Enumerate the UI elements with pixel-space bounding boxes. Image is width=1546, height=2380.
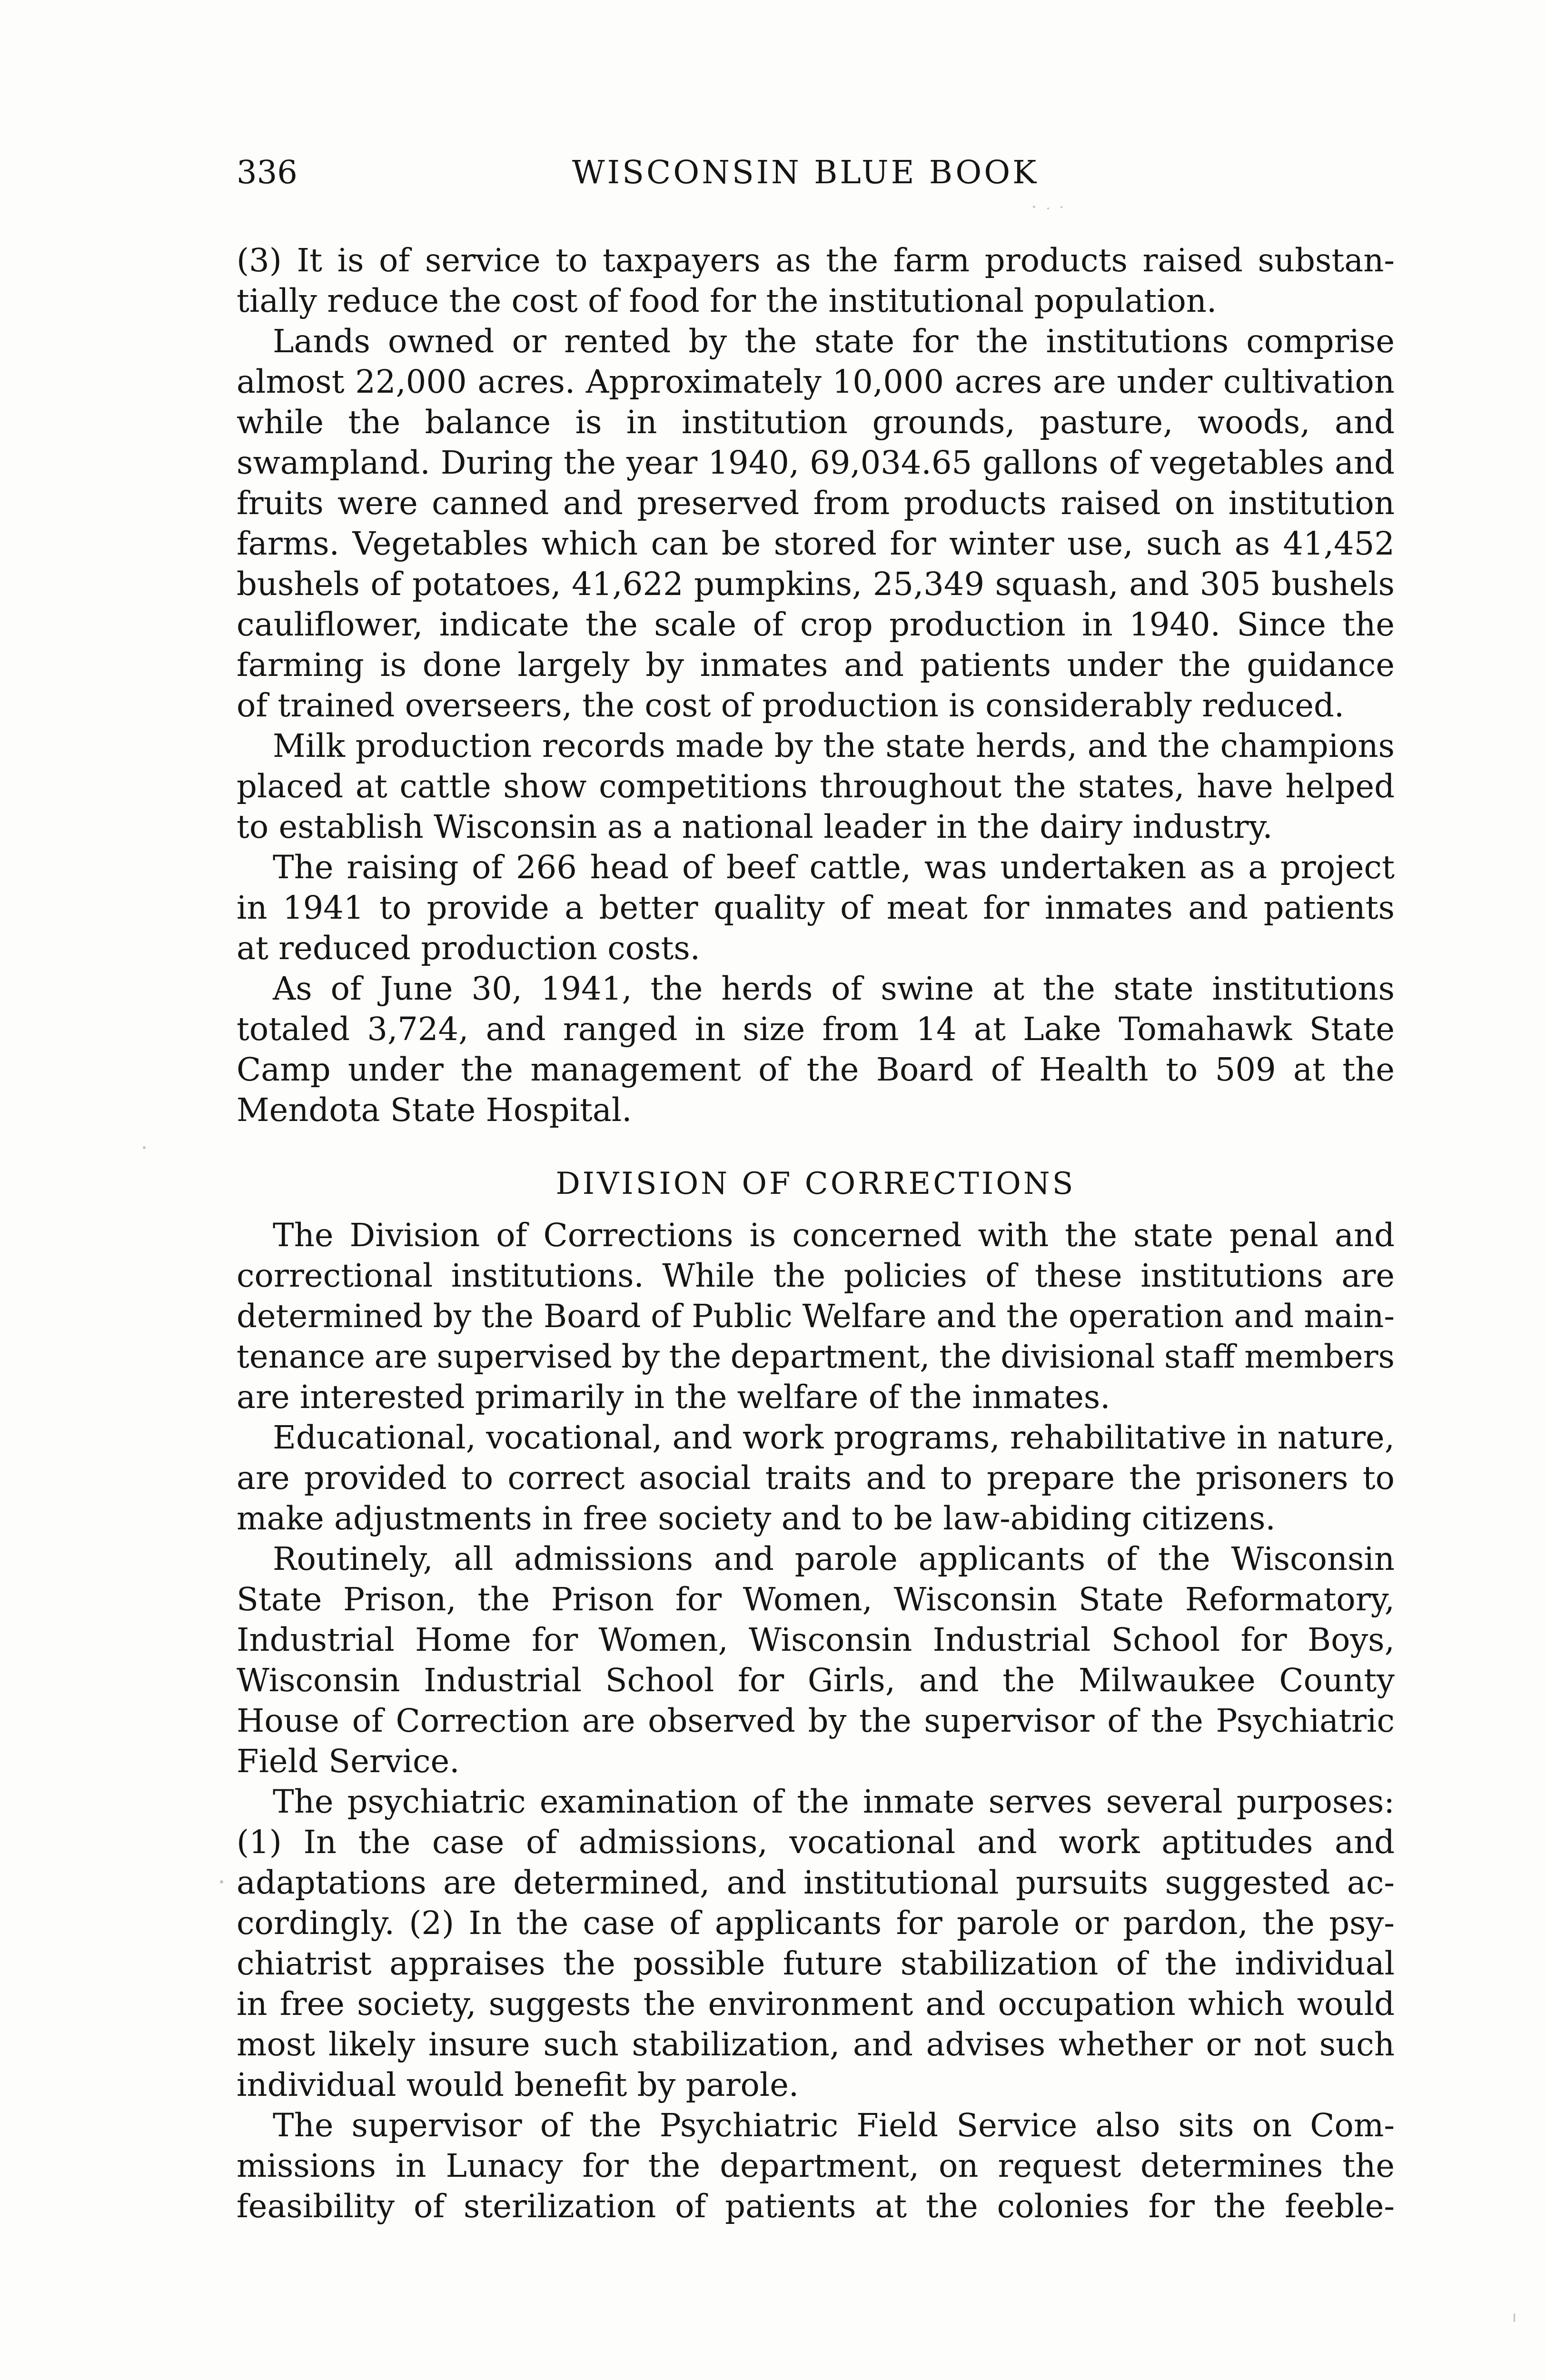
text-line: Routinely, all admissions and parole applicants of the Wisconsin — [273, 1540, 1395, 1577]
text-line: chiatrist appraises the possible future stabilization of the individual — [237, 1945, 1395, 1982]
text-line: missions in Lunacy for the department, on request determines the — [237, 2147, 1395, 2184]
text-line: individual would benefit by parole. — [237, 2066, 799, 2103]
text-line: Field Service. — [237, 1743, 460, 1780]
text-line: of trained overseers, the cost of production is considerably reduced. — [237, 687, 1345, 724]
text-line: As of June 30, 1941, the herds of swine at the state institutions — [273, 970, 1395, 1007]
text-line: are interested primarily in the welfare of the inmates. — [237, 1378, 1110, 1416]
paragraph — [237, 1782, 1395, 2105]
body-text-section — [237, 1215, 1395, 2227]
paragraph — [237, 240, 1395, 321]
text-line: at reduced production costs. — [237, 930, 701, 967]
paragraph — [237, 1215, 1395, 1418]
text-line: feasibility of sterilization of patients at the colonies for the feeble- — [237, 2188, 1395, 2225]
text-line: fruits were canned and preserved from products raised on institution — [237, 485, 1395, 522]
text-line: Camp under the management of the Board of Health to 509 at the — [237, 1051, 1395, 1088]
text-line: Educational, vocational, and work programs, rehabilitative in nature, — [273, 1419, 1395, 1456]
paragraph — [237, 1539, 1395, 1782]
paragraph — [237, 969, 1395, 1130]
text-line: adaptations are determined, and institutional pursuits suggested ac- — [237, 1864, 1395, 1901]
text-line: bushels of potatoes, 41,622 pumpkins, 25,349 squash, and 305 bushels — [237, 565, 1395, 603]
text-line: House of Correction are observed by the supervisor of the Psychiatric — [237, 1702, 1395, 1739]
text-line: totaled 3,724, and ranged in size from 14 at Lake Tomahawk State — [237, 1011, 1395, 1048]
paragraph — [237, 321, 1395, 726]
text-line: are provided to correct asocial traits and to prepare the prisoners to — [237, 1459, 1395, 1497]
text-line: The raising of 266 head of beef cattle, was undertaken as a project — [273, 849, 1395, 886]
scan-speck — [143, 1146, 146, 1149]
text-line: Industrial Home for Women, Wisconsin Industrial School for Boys, — [237, 1621, 1395, 1658]
paragraph — [237, 847, 1395, 969]
text-line: Milk production records made by the state herds, and the champions — [273, 727, 1395, 764]
text-line: almost 22,000 acres. Approximately 10,000 acres are under cultivation — [237, 363, 1395, 400]
text-line: in 1941 to provide a better quality of meat for inmates and patients — [237, 889, 1395, 926]
body-text-section — [237, 240, 1395, 1130]
paragraph — [237, 2105, 1395, 2227]
text-line: most likely insure such stabilization, and advises whether or not such — [237, 2026, 1395, 2063]
scan-speck — [1047, 208, 1049, 209]
text-line: farming is done largely by inmates and patients under the guidance — [237, 646, 1395, 684]
running-title: WISCONSIN BLUE BOOK — [572, 154, 1039, 191]
text-line: while the balance is in institution grounds, pasture, woods, and — [237, 404, 1395, 441]
text-line: in free society, suggests the environment and occupation which would — [237, 1985, 1395, 2023]
text-line: (1) In the case of admissions, vocational and work aptitudes and — [237, 1824, 1395, 1861]
scan-speck — [220, 1880, 223, 1884]
page-number: 336 — [237, 154, 297, 191]
text-line: Mendota State Hospital. — [237, 1091, 632, 1129]
section-heading: DIVISION OF CORRECTIONS — [555, 1166, 1076, 1201]
text-line: to establish Wisconsin as a national leader in the dairy industry. — [237, 808, 1273, 845]
text-line: The supervisor of the Psychiatric Field Service also sits on Com- — [273, 2107, 1395, 2144]
paragraph — [237, 726, 1395, 847]
text-line: cordingly. (2) In the case of applicants for parole or pardon, the psy- — [237, 1904, 1395, 1942]
text-line: determined by the Board of Public Welfare and the operation and main- — [237, 1298, 1395, 1335]
text-line: Wisconsin Industrial School for Girls, and the Milwaukee County — [237, 1662, 1395, 1699]
scan-speck — [1033, 206, 1035, 208]
text-line: correctional institutions. While the policies of these institutions are — [237, 1257, 1395, 1294]
scan-speck — [1060, 206, 1062, 208]
text-line: tenance are supervised by the department, the divisional staff members — [237, 1338, 1395, 1375]
paragraph — [237, 1418, 1395, 1539]
text-line: (3) It is of service to taxpayers as the farm products raised substan- — [237, 242, 1395, 279]
text-line: Lands owned or rented by the state for the institutions comprise — [273, 323, 1395, 360]
running-header — [0, 152, 1546, 193]
text-line: make adjustments in free society and to be law-abiding citizens. — [237, 1500, 1276, 1537]
text-line: farms. Vegetables which can be stored for winter use, such as 41,452 — [237, 525, 1395, 562]
scan-speck — [1514, 2313, 1515, 2322]
text-line: The psychiatric examination of the inmate serves several purposes: — [273, 1783, 1395, 1820]
text-line: The Division of Corrections is concerned with the state penal and — [273, 1217, 1395, 1254]
text-line: tially reduce the cost of food for the institutional population. — [237, 282, 1217, 319]
text-line: cauliflower, indicate the scale of crop production in 1940. Since the — [237, 606, 1395, 643]
text-line: swampland. During the year 1940, 69,034.65 gallons of vegetables and — [237, 444, 1395, 481]
text-line: placed at cattle show competitions throughout the states, have helped — [237, 768, 1395, 805]
text-line: State Prison, the Prison for Women, Wisconsin State Reformatory, — [237, 1581, 1395, 1618]
